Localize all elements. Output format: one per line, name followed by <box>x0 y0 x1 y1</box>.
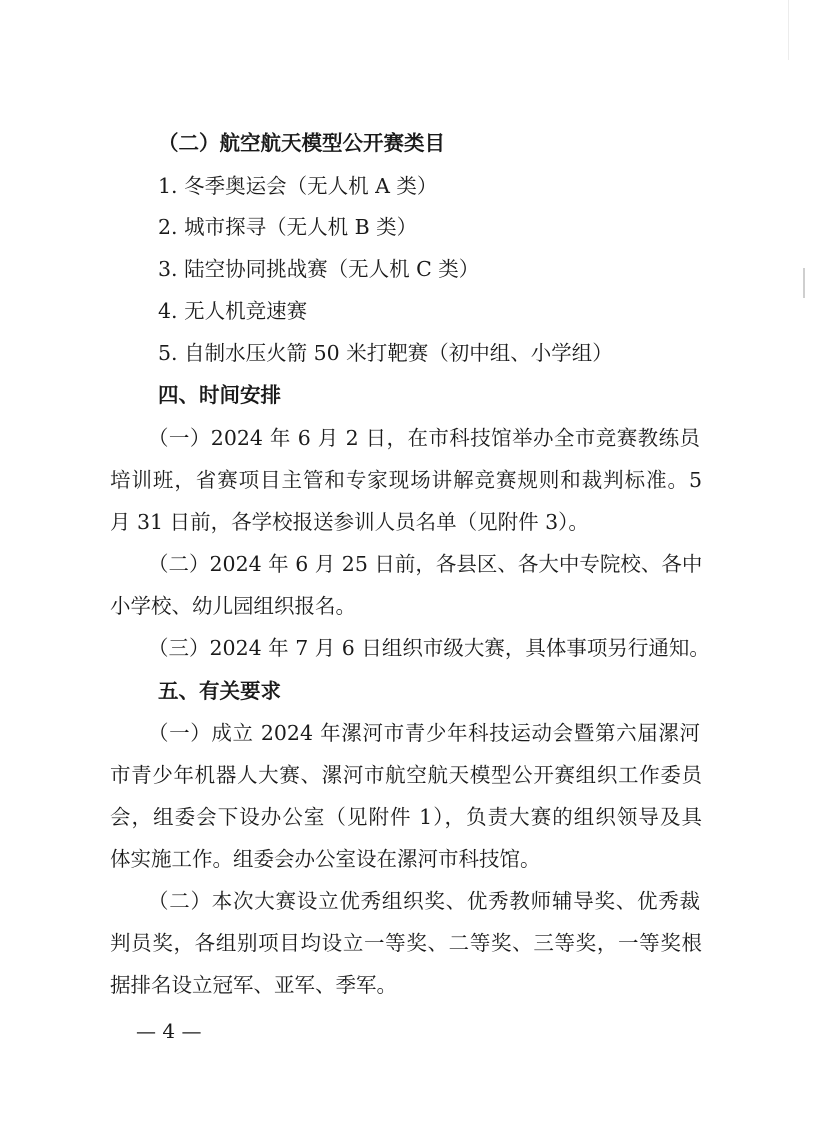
scan-edge-mark <box>803 268 805 298</box>
paragraph-line: 月 31 日前，各学校报送参训人员名单（见附件 3）。 <box>110 510 589 534</box>
list-item-water-rocket: 5. 自制水压火箭 50 米打靶赛（初中组、小学组） <box>158 341 613 365</box>
paragraph-line: 培训班，省赛项目主管和专家现场讲解竞赛规则和裁判标准。5 <box>110 468 702 492</box>
paragraph-line: 小学校、幼儿园组织报名。 <box>110 594 356 618</box>
section-heading-requirements: 五、有关要求 <box>158 679 281 703</box>
paragraph-line: 判员奖，各组别项目均设立一等奖、二等奖、三等奖，一等奖根 <box>110 931 702 955</box>
list-item-drone-racing: 4. 无人机竞速赛 <box>158 299 308 323</box>
paragraph-line: 体实施工作。组委会办公室设在漯河市科技馆。 <box>110 847 541 871</box>
paragraph-line: （一）2024 年 6 月 2 日，在市科技馆举办全市竞赛教练员 <box>148 426 700 450</box>
list-item-winter-olympics: 1. 冬季奥运会（无人机 A 类） <box>158 174 438 198</box>
paragraph-line: （三）2024 年 7 月 6 日组织市级大赛，具体事项另行通知。 <box>148 636 710 660</box>
list-item-land-air-challenge: 3. 陆空协同挑战赛（无人机 C 类） <box>158 257 480 281</box>
section-heading-schedule: 四、时间安排 <box>158 383 281 407</box>
paragraph-line: 市青少年机器人大赛、漯河市航空航天模型公开赛组织工作委员 <box>110 763 702 787</box>
scan-edge-mark <box>788 0 789 60</box>
paragraph-line: （二）2024 年 6 月 25 日前，各县区、各大中专院校、各中 <box>148 552 703 576</box>
paragraph-line: （一）成立 2024 年漯河市青少年科技运动会暨第六届漯河 <box>148 721 700 745</box>
list-item-city-explore: 2. 城市探寻（无人机 B 类） <box>158 215 418 239</box>
paragraph-line: 据排名设立冠军、亚军、季军。 <box>110 973 397 997</box>
section-subheading-aerospace-categories: （二）航空航天模型公开赛类目 <box>158 131 445 155</box>
paragraph-line: （二）本次大赛设立优秀组织奖、优秀教师辅导奖、优秀裁 <box>148 889 700 913</box>
paragraph-line: 会，组委会下设办公室（见附件 1），负责大赛的组织领导及具 <box>110 805 702 829</box>
page-number: — 4 — <box>136 1019 202 1043</box>
